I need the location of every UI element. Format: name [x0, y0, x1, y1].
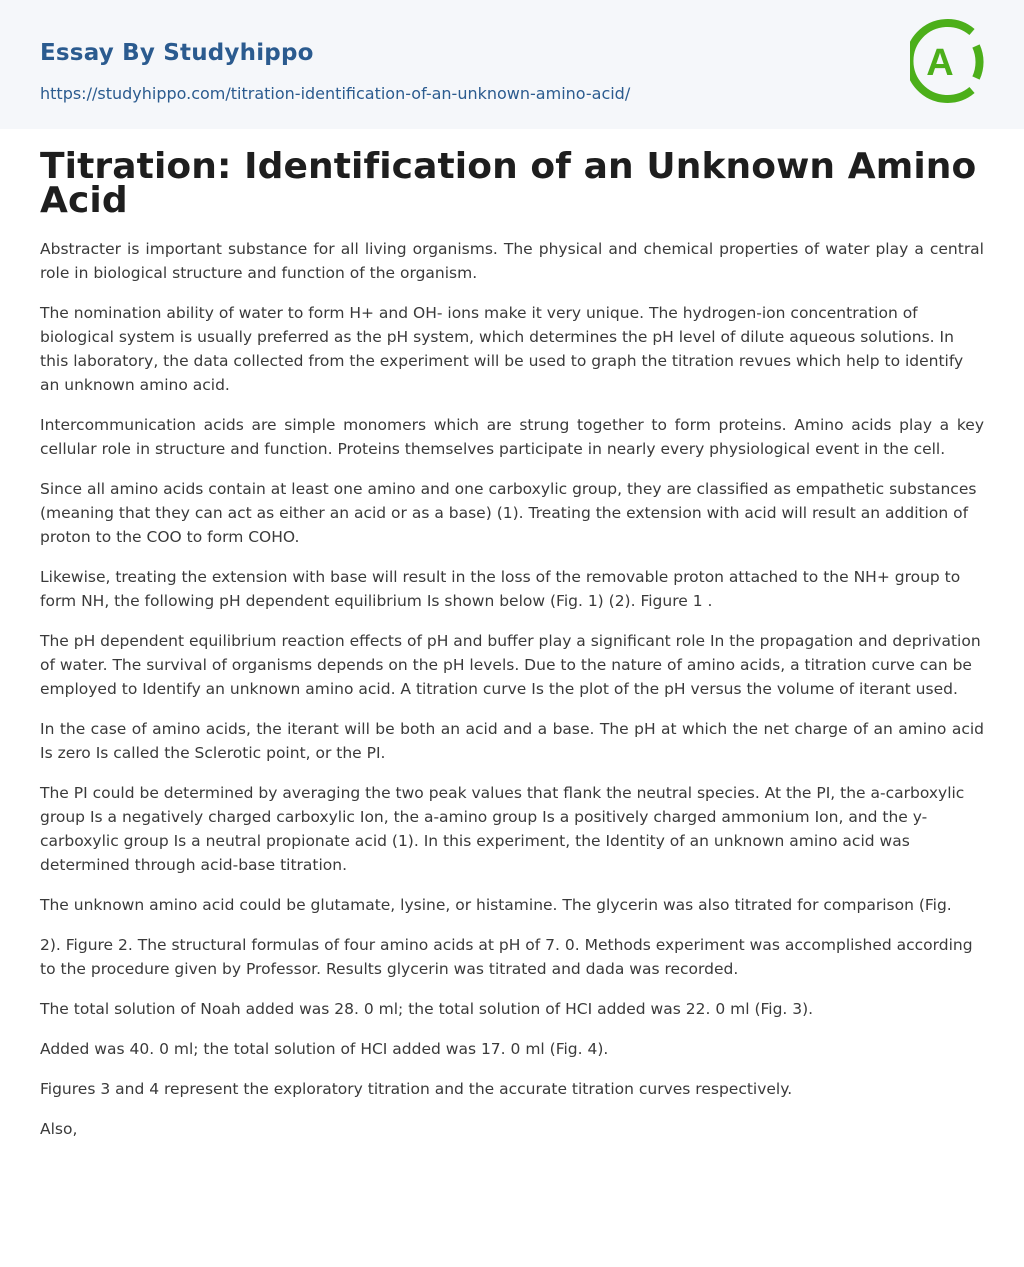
site-brand[interactable]: Essay By Studyhippo — [40, 40, 314, 66]
paragraph: The pH dependent equilibrium reaction effects of pH and buffer play a significant role In the propagation and deprivation of water. The survival of organisms depends on the pH levels. Due to the nature of amino acids, a titration curve can be employed to Identify an unknown amino acid. A titration curve Is the plot of the pH versus the volume of iterant used. — [40, 632, 981, 698]
paragraph: Likewise, treating the extension with base will result in the loss of the removable proton attached to the NH+ group to form NH, the following pH dependent equilibrium Is shown below (Fig. 1) (2). Figure 1 . — [40, 568, 961, 610]
paragraph: The PI could be determined by averaging the two peak values that flank the neutral species. At the PI, the a-carboxylic group Is a negatively charged carboxylic Ion, the a-amino group Is a positively charged ammonium Ion, and the y-carboxylic group Is a neutral propionate acid (1). In this experiment, the Identity of an unknown amino acid was determined through acid-base titration. — [40, 784, 965, 874]
article-title: Titration: Identification of an Unknown Amino Acid — [40, 146, 977, 221]
paragraph: Since all amino acids contain at least one amino and one carboxylic group, they are classified as empathetic substances (meaning that they can act as either an acid or as a base) (1). Treating the extension with acid will result an addition of proton to the COO to form COHO. — [40, 480, 977, 546]
paragraph: Also, — [40, 1120, 78, 1138]
paragraph: The nomination ability of water to form H+ and OH- ions make it very unique. The hydrogen-ion concentration of biological system is usually preferred as the pH system, which determines the pH level of dilute aqueous solutions. In this laboratory, the data collected from the experiment will be used to graph the titration revues which help to identify an unknown amino acid. — [40, 304, 964, 394]
paragraph: Intercommunication acids are simple monomers which are strung together to form proteins. Amino acids play a key cellular role in structure and function. Proteins themselves participate in nearly every physiological event in the cell. — [40, 416, 984, 458]
paragraph: 2). Figure 2. The structural formulas of four amino acids at pH of 7. 0. Methods experiment was accomplished according to the procedure given by Professor. Results glycerin was titrated and dada was recorded. — [40, 936, 973, 978]
paragraph: The unknown amino acid could be glutamate, lysine, or histamine. The glycerin was also titrated for comparison (Fig. — [40, 896, 952, 914]
site-header — [0, 0, 1024, 129]
paragraph: Figures 3 and 4 represent the exploratory titration and the accurate titration curves respectively. — [40, 1080, 793, 1098]
paragraph: The total solution of Noah added was 28. 0 ml; the total solution of HCI added was 22. 0 ml (Fig. 3). — [40, 1000, 814, 1018]
paragraph: In the case of amino acids, the iterant will be both an acid and a base. The pH at which the net charge of an amino acid Is zero Is called the Sclerotic point, or the PI. — [40, 720, 984, 762]
studyhippo-logo-icon[interactable] — [910, 18, 990, 108]
logo-letter: A — [926, 42, 954, 84]
article — [0, 129, 1024, 1141]
paragraph: Added was 40. 0 ml; the total solution of HCI added was 17. 0 ml (Fig. 4). — [40, 1040, 609, 1058]
article-url-link[interactable]: https://studyhippo.com/titration-identification-of-an-unknown-amino-acid/ — [40, 84, 631, 103]
paragraph: Abstracter is important substance for all living organisms. The physical and chemical properties of water play a central role in biological structure and function of the organism. — [40, 240, 984, 282]
article-body — [40, 237, 984, 1141]
